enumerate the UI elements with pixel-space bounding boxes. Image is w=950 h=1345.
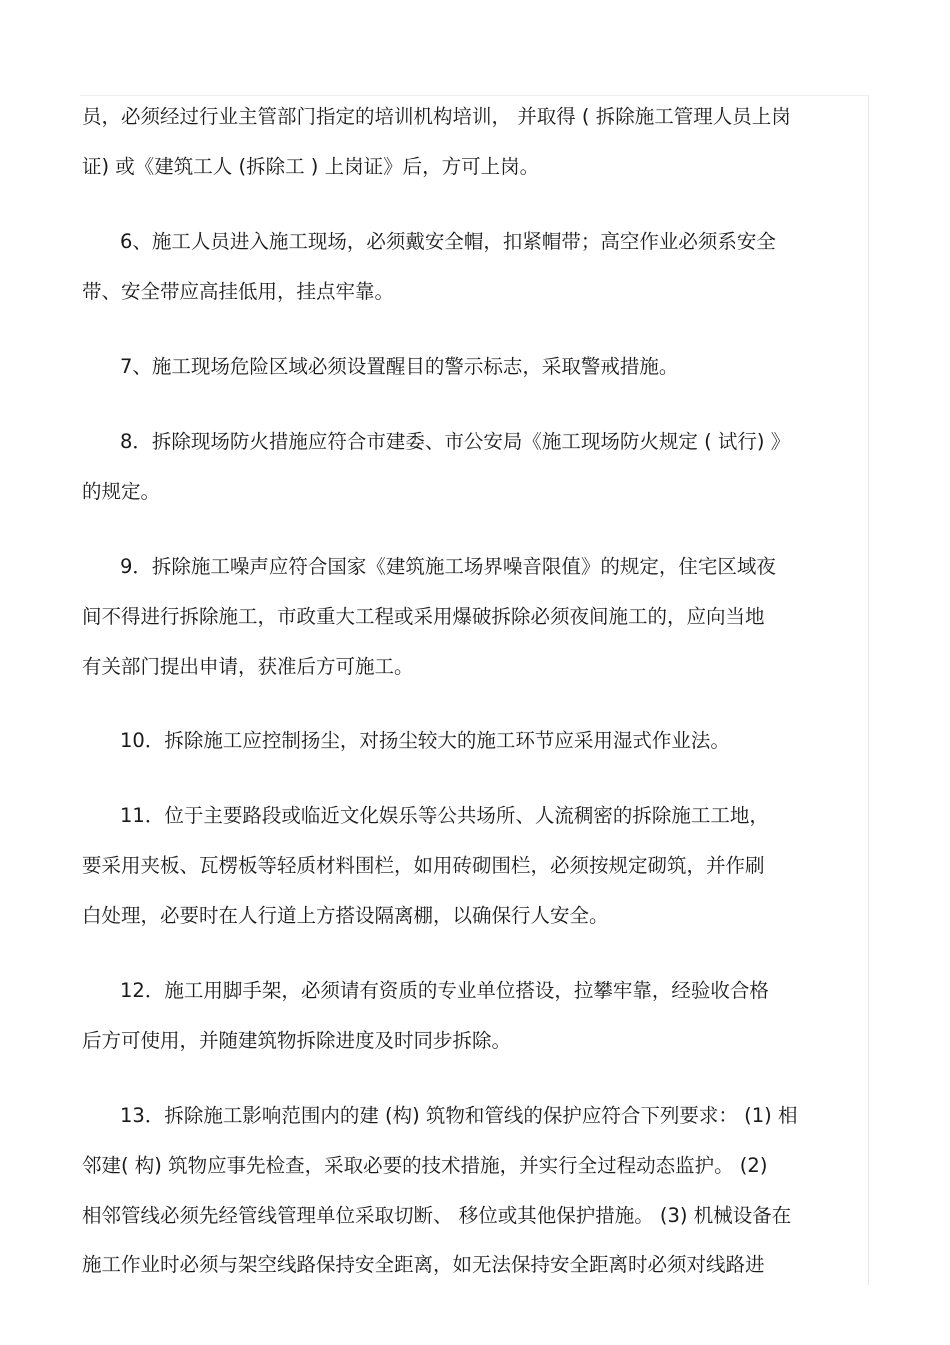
text-line: 8．拆除现场防火措施应符合市建委、市公安局《施工现场防火规定 ( 试行) 》 — [120, 430, 791, 453]
text-line: 9．拆除施工噪声应符合国家《建筑施工场界噪音限值》的规定，住宅区域夜 — [120, 555, 776, 578]
text-line: 带、安全带应高挂低用，挂点牢靠。 — [82, 280, 395, 303]
page-right-border — [868, 95, 869, 1285]
text-line: 间不得进行拆除施工，市政重大工程或采用爆破拆除必须夜间施工的，应向当地 — [82, 605, 765, 628]
text-line: 相邻管线必须先经管线管理单位采取切断、 移位或其他保护措施。 (3) 机械设备在 — [82, 1204, 792, 1227]
text-line: 10．拆除施工应控制扬尘，对扬尘较大的施工环节应采用湿式作业法。 — [120, 729, 730, 752]
text-line: 证) 或《建筑工人 (拆除工 ) 上岗证》后，方可上岗。 — [82, 155, 540, 178]
text-line: 的规定。 — [82, 480, 161, 503]
text-line: 有关部门提出申请，获准后方可施工。 — [82, 655, 414, 678]
text-line: 要采用夹板、瓦楞板等轻质材料围栏，如用砖砌围栏，必须按规定砌筑，并作刷 — [82, 854, 765, 877]
text-line: 6、施工人员进入施工现场，必须戴安全帽，扣紧帽带；高空作业必须系安全 — [120, 230, 776, 253]
text-line: 13．拆除施工影响范围内的建 (构) 筑物和管线的保护应符合下列要求： (1) 相 — [120, 1104, 798, 1127]
text-line: 邻建( 构) 筑物应事先检查，采取必要的技术措施，并实行全过程动态监护。 (2) — [82, 1154, 768, 1177]
page-top-border — [80, 95, 869, 96]
text-line: 施工作业时必须与架空线路保持安全距离，如无法保持安全距离时必须对线路进 — [82, 1253, 765, 1276]
text-line: 后方可使用，并随建筑物拆除进度及时同步拆除。 — [82, 1029, 512, 1052]
text-line: 员，必须经过行业主管部门指定的培训机构培训， 并取得 ( 拆除施工管理人员上岗 — [82, 105, 791, 128]
text-line: 12．施工用脚手架，必须请有资质的专业单位搭设，拉攀牢靠，经验收合格 — [120, 979, 769, 1002]
text-line: 11．位于主要路段或临近文化娱乐等公共场所、人流稠密的拆除施工工地， — [120, 804, 769, 827]
text-line: 白处理，必要时在人行道上方搭设隔离棚，以确保行人安全。 — [82, 904, 609, 927]
text-line: 7、施工现场危险区域必须设置醒目的警示标志，采取警戒措施。 — [120, 355, 679, 378]
